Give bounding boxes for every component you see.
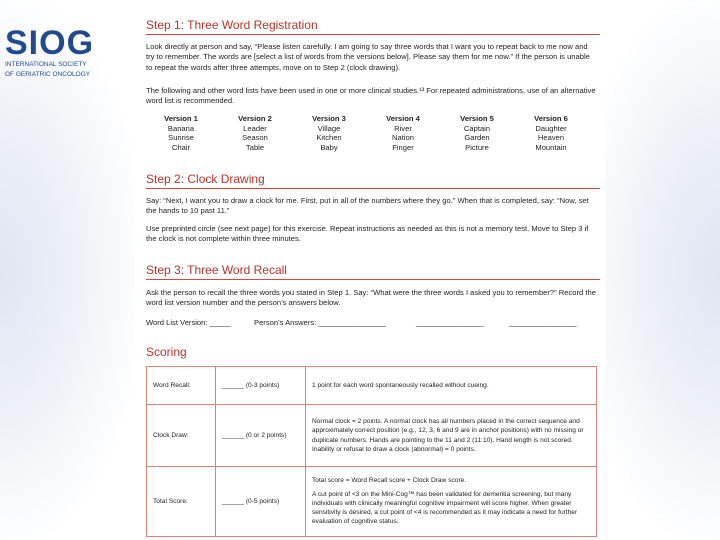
score-description-text: Normal clock = 2 points. A normal clock has all numbers placed in the correct sequence and approximately correct position (e.g., 12, 3, 6 and 9 are in anchor positions) with no missing or duplicate numbers. Hands are pointing to the 11 and 2 (11:10). Hand length is not scored. [312, 418, 584, 444]
logo-line-2: OF GERIATRIC ONCOLOGY [5, 71, 91, 78]
score-points-field[interactable]: ______ (0-3 points) [216, 367, 306, 405]
version-column: Version 2 Leader Season Table [238, 114, 272, 152]
version-column: Version 1 Banana Sunrise Chair [164, 114, 198, 152]
table-row [147, 467, 597, 537]
step2-heading: Step 2: Clock Drawing [146, 172, 265, 186]
score-description-text: A cut point of <3 on the Mini-Cog™ has been validated for dementia screening, but many individuals with clinically meaningful cognitive impairment will score higher. When greater sensitivity is desired, a cut point of <4 is recommended as it may indicate a need for further evaluation of cognitive status. [312, 490, 578, 526]
step3-instructions: Ask the person to recall the three words you stated in Step 1. Say: “What were the three words I asked you to remember?” Record the word list version number and the person’s answers below. [146, 288, 596, 308]
step1-instructions: Look directly at person and say, “Please listen carefully. I am going to say three words that I want you to repeat back to me now and try to remember. The words are [select a list of words from the versions below]. Please say them for me now.” If the person is unable to repeat the words after three attempts, move on to Step 2 (clock drawing). [146, 42, 590, 72]
answers-field-2[interactable]: ________________ [416, 318, 484, 327]
step2-instructions: Say: “Next, I want you to draw a clock for me. First, put in all of the numbers where they go.” When that is completed, say: “Now, set the hands to 10 past 11.” [146, 196, 589, 216]
score-points-field[interactable]: ______ (0-5 points) [216, 467, 306, 537]
scoring-heading: Scoring [146, 345, 187, 359]
answers-field-3[interactable]: ________________ [509, 318, 577, 327]
step1-rule [146, 34, 600, 35]
step2-rule [146, 188, 600, 189]
answers-field-1[interactable]: Person’s Answers: ________________ [254, 318, 387, 327]
step1-heading: Step 1: Three Word Registration [146, 18, 318, 32]
table-row [147, 367, 597, 405]
version-column: Version 6 Daughter Heaven Mountain [534, 114, 568, 152]
word-list-version-field[interactable]: Word List Version: _____ [146, 318, 231, 327]
scoring-table [146, 366, 597, 537]
score-points-field[interactable]: ______ (0 or 2 points) [216, 405, 306, 467]
score-description [306, 467, 597, 537]
step2-note: Use preprinted circle (see next page) for this exercise. Repeat instructions as needed as this is not a memory test. Move to Step 3 if the clock is not complete within three minutes. [146, 224, 589, 244]
siog-logo [5, 24, 115, 79]
logo-wordmark: SIOG [5, 24, 95, 62]
table-row [147, 405, 597, 467]
background-left [0, 0, 140, 540]
score-label: Total Score: [147, 467, 216, 537]
document-page [135, 10, 605, 540]
step3-heading: Step 3: Three Word Recall [146, 263, 287, 277]
score-label: Clock Draw: [147, 405, 216, 467]
step1-note: The following and other word lists have been used in one or more clinical studies.¹³ For repeated administrations, use of an alternative word list is recommended. [146, 86, 596, 106]
logo-line-1: INTERNATIONAL SOCIETY [5, 61, 87, 68]
step3-rule [146, 279, 600, 280]
score-description-text: Inability or refusal to draw a clock (abnormal) = 0 points. [312, 445, 476, 453]
score-label: Word Recall: [147, 367, 216, 405]
score-description-text: Total score = Word Recall score + Clock Draw score. [312, 477, 467, 485]
version-column: Version 3 Village Kitchen Baby [312, 114, 346, 152]
score-description [306, 405, 597, 467]
version-column: Version 4 River Nation Finger [386, 114, 420, 152]
score-description: 1 point for each word spontaneously recalled without cueing. [306, 367, 597, 405]
version-column: Version 5 Captain Garden Picture [460, 114, 494, 152]
